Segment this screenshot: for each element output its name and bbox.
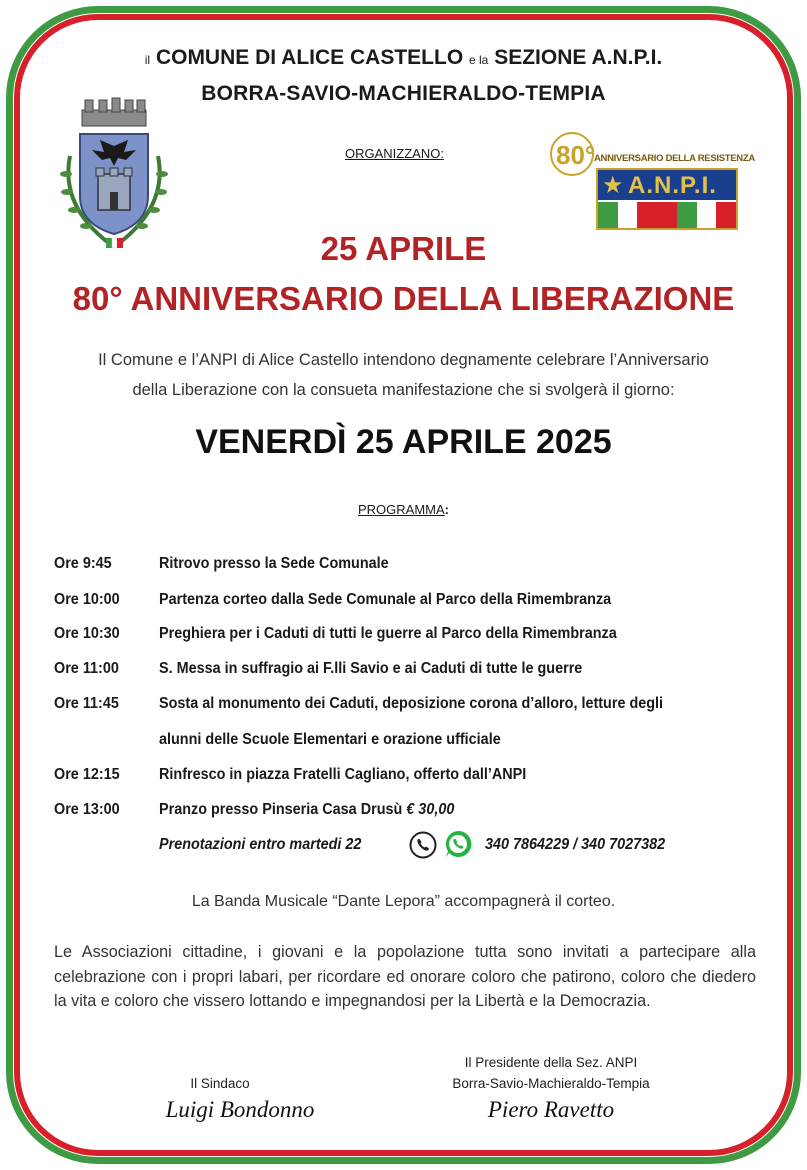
org-anpi: SEZIONE A.N.P.I. — [494, 46, 663, 69]
anpi-logo — [546, 126, 755, 236]
booking-note: Prenotazioni entro martedi 22 — [159, 836, 362, 853]
title-date: 25 APRILE — [320, 230, 487, 267]
associations-paragraph: Le Associazioni cittadine, i giovani e la popolazione tutta sono invitati a partecipare alla celebrazione con i propri labari, per ricordare ed onorare coloro che patirono, coloro che diedero la vita e coloro che vissero lottando e impegnandosi per la Libertà e la Democrazia. — [54, 943, 756, 1010]
schedule-desc: Pranzo presso Pinseria Casa Drusù € 30,00 — [159, 801, 455, 818]
schedule-time: Ore 13:00 — [54, 801, 120, 818]
schedule-desc: Rinfresco in piazza Fratelli Cagliano, offerto dall’ANPI — [159, 766, 527, 783]
header-line2: BORRA-SAVIO-MACHIERALDO-TEMPIA — [201, 82, 606, 105]
tricolor-stripes — [598, 202, 736, 228]
schedule-desc: Partenza corteo dalla Sede Comunale al Parco della Rimembranza — [159, 591, 612, 608]
whatsapp-icon — [443, 829, 473, 859]
schedule-time: Ore 11:00 — [54, 660, 119, 677]
organizzano-label: ORGANIZZANO: — [345, 146, 444, 161]
schedule-time: Ore 12:15 — [54, 766, 120, 783]
president-section: Borra-Savio-Machieraldo-Tempia — [452, 1076, 650, 1091]
schedule-desc: S. Messa in suffragio ai F.lli Savio e ai Caduti di tutte le guerre — [159, 660, 583, 677]
anpi-brand: A.N.P.I. — [628, 172, 717, 199]
phone-numbers: 340 7864229 / 340 7027382 — [485, 836, 666, 853]
mayor-signature: Luigi Bondonno — [165, 1097, 315, 1122]
schedule-time: Ore 9:45 — [54, 555, 112, 572]
schedule-desc: Sosta al monumento dei Caduti, deposizione corona d’alloro, letture degli — [159, 695, 664, 712]
org-comune: COMUNE DI ALICE CASTELLO — [155, 46, 464, 69]
schedule-time: Ore 10:30 — [54, 625, 120, 642]
anpi-badge — [596, 168, 738, 230]
phone-icon — [409, 831, 437, 859]
event-date: VENERDÌ 25 APRILE 2025 — [195, 423, 612, 461]
title-anniversary: 80° ANNIVERSARIO DELLA LIBERAZIONE — [72, 280, 735, 317]
anniv-text: ANNIVERSARIO DELLA RESISTENZA — [594, 153, 755, 164]
mayor-role: Il Sindaco — [190, 1076, 250, 1091]
schedule-desc-continued: alunni delle Scuole Elementari e orazione ufficiale — [159, 731, 501, 748]
president-role: Il Presidente della Sez. ANPI — [464, 1055, 638, 1070]
schedule-time: Ore 11:45 — [54, 695, 119, 712]
schedule-desc: Ritrovo presso la Sede Comunale — [159, 555, 389, 572]
programma-heading: PROGRAMMA: — [357, 502, 449, 517]
header-line1: il COMUNE DI ALICE CASTELLO e la SEZIONE A.N.P.I. — [144, 46, 663, 69]
schedule-time: Ore 10:00 — [54, 591, 120, 608]
schedule-desc: Preghiera per i Caduti di tutti le guerre al Parco della Rimembranza — [159, 625, 617, 642]
price: € 30,00 — [406, 801, 455, 818]
star-icon: ★ — [602, 172, 624, 199]
president-signature: Piero Ravetto — [487, 1097, 615, 1122]
band-note: La Banda Musicale “Dante Lepora” accompagnerà il corteo. — [191, 893, 616, 910]
anniv-number: 80° — [556, 140, 596, 170]
intro-paragraph: Il Comune e l’ANPI di Alice Castello intendono degnamente celebrare l’Anniversario della Liberazione con la consueta manifestazione che si svolgerà il giorno: — [98, 351, 709, 399]
